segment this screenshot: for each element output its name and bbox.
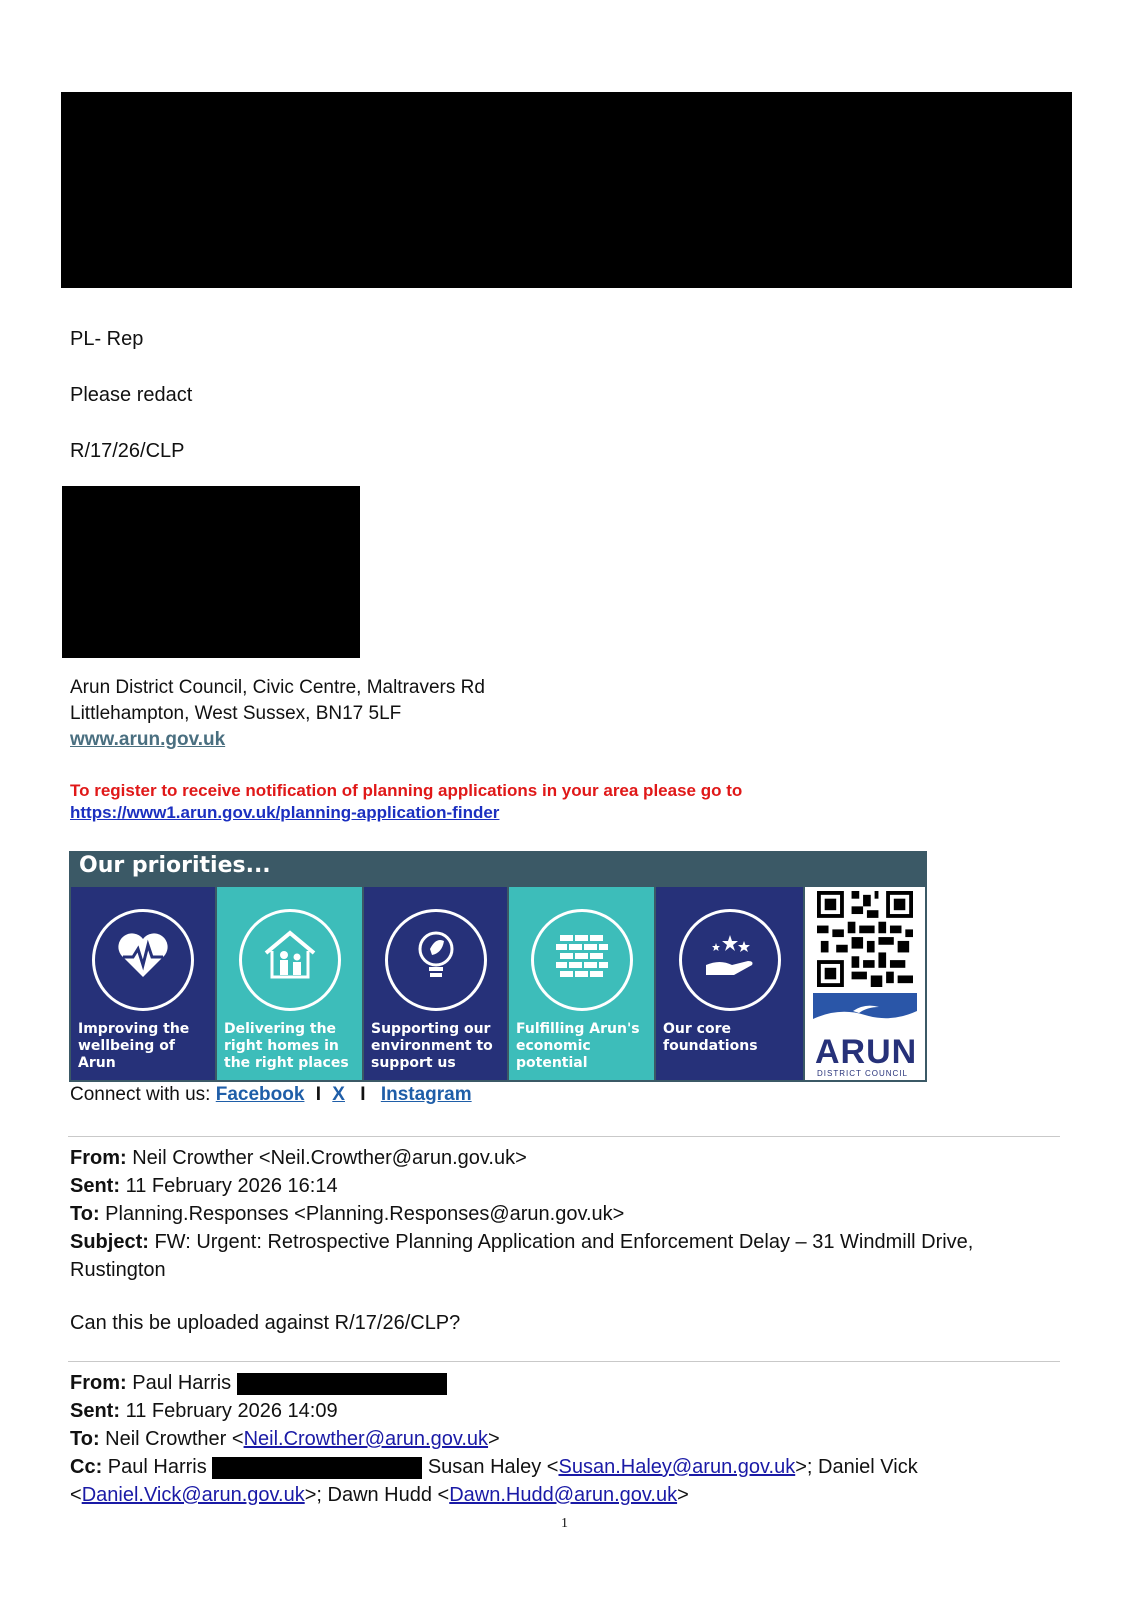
website-link[interactable]: www.arun.gov.uk [70, 729, 226, 750]
priority-tile-economy [509, 887, 654, 1080]
heading-line-2: Please redact [70, 384, 193, 406]
divider [68, 1136, 1060, 1137]
planning-notice: To register to receive notification of planning applications in your area please go to [70, 781, 743, 800]
priority-label: Fulfilling Arun's economic potential [516, 1021, 640, 1071]
priority-tile-homes [217, 887, 362, 1080]
address-line-2: Littlehampton, West Sussex, BN17 5LF [70, 703, 402, 724]
heading-line-3: R/17/26/CLP [70, 440, 185, 462]
email2-cc-cont: <Daniel.Vick@arun.gov.uk>; Dawn Hudd <Dawn.Hudd@arun.gov.uk> [70, 1484, 689, 1506]
priority-label: Delivering the right homes in the right places [224, 1021, 349, 1071]
neil-email-link[interactable]: Neil.Crowther@arun.gov.uk [243, 1428, 489, 1450]
priority-tile-environment [364, 887, 507, 1080]
social-links [70, 1084, 472, 1106]
arun-logo-text: ARUN [815, 1033, 918, 1071]
arun-logo-subtext: DISTRICT COUNCIL [817, 1069, 908, 1078]
separator: I [360, 1084, 366, 1105]
facebook-link[interactable]: Facebook [215, 1084, 305, 1105]
redacted-email [212, 1457, 422, 1479]
social-prefix: Connect with us: [70, 1084, 211, 1105]
priority-label: Our core foundations [663, 1021, 758, 1054]
daniel-email-link[interactable]: Daniel.Vick@arun.gov.uk [81, 1484, 305, 1506]
address-line-1: Arun District Council, Civic Centre, Maltravers Rd [70, 677, 485, 698]
priority-tile-foundations [656, 887, 803, 1080]
priorities-banner [69, 851, 927, 1082]
hand-stars-icon [700, 925, 760, 985]
lightbulb-leaf-icon [406, 925, 466, 985]
email1-body: Can this be uploaded against R/17/26/CLP? [70, 1312, 461, 1334]
banner-title: Our priorities... [79, 853, 271, 878]
redaction-block-signature [62, 486, 360, 658]
susan-email-link[interactable]: Susan.Haley@arun.gov.uk [558, 1456, 796, 1478]
email1-subject-cont: Rustington [70, 1259, 166, 1281]
qr-code-icon [817, 891, 913, 987]
email2-sent: Sent: 11 February 2026 14:09 [70, 1400, 338, 1422]
priority-tile-wellbeing [71, 887, 215, 1080]
x-link[interactable]: X [332, 1084, 345, 1105]
instagram-link[interactable]: Instagram [380, 1084, 472, 1105]
email1-subject: Subject: FW: Urgent: Retrospective Planning Application and Enforcement Delay – 31 Windmill Drive, [70, 1231, 974, 1253]
email1-to: To: Planning.Responses <Planning.Responses@arun.gov.uk> [70, 1203, 625, 1225]
email1-from: From: Neil Crowther <Neil.Crowther@arun.gov.uk> [70, 1147, 527, 1169]
heading-line-1: PL- Rep [70, 328, 144, 350]
dawn-email-link[interactable]: Dawn.Hudd@arun.gov.uk [449, 1484, 678, 1506]
email2-header [70, 1369, 1060, 1509]
qr-logo-tile [805, 887, 925, 1080]
redaction-block-header [61, 92, 1072, 288]
heart-icon [113, 925, 173, 985]
separator: I [315, 1084, 322, 1105]
planning-finder-link[interactable]: https://www1.arun.gov.uk/planning-application-finder [70, 803, 500, 822]
redacted-email [237, 1373, 447, 1395]
arun-logo-icon [813, 993, 917, 1033]
brick-wall-icon [552, 925, 612, 985]
email1-header [70, 1144, 1060, 1284]
email2-to: To: Neil Crowther <Neil.Crowther@arun.gov.uk> [70, 1428, 500, 1450]
house-family-icon [260, 925, 320, 985]
email2-cc: Cc: Paul Harris Susan Haley <Susan.Haley@arun.gov.uk>; Daniel Vick [70, 1456, 918, 1478]
divider [68, 1361, 1060, 1362]
priority-label: Supporting our environment to support us [371, 1021, 493, 1071]
email2-from: From: Paul Harris [70, 1369, 1060, 1397]
priority-label: Improving the wellbeing of Arun [78, 1021, 190, 1071]
email1-sent: Sent: 11 February 2026 16:14 [70, 1175, 338, 1197]
page-number: 1 [561, 1516, 568, 1531]
